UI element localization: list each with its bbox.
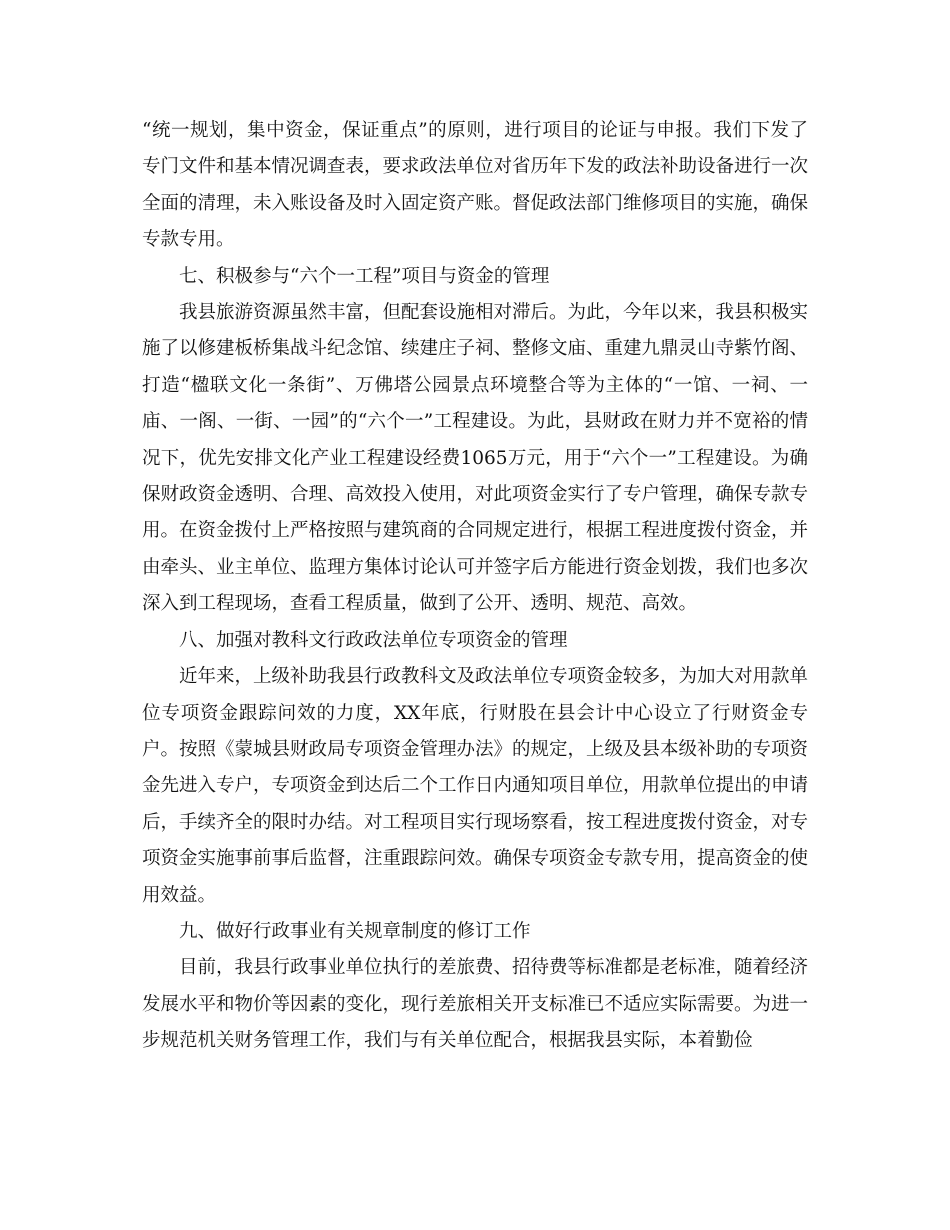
document-body bbox=[142, 113, 808, 1060]
section-heading-9: 九、做好行政事业有关规章制度的修订工作 bbox=[179, 920, 531, 942]
paragraph-continuation: “统一规划，集中资金，保证重点”的原则，进行项目的论证与申报。我们下发了专门文件和基本情况调查表，要求政法单位对省历年下发的政法补助设备进行一次全面的清理，未入账设备及时入固定资产账。督促政法部门维修项目的实施，确保专款专用。 bbox=[142, 120, 809, 251]
paragraph-section-9: 目前，我县行政事业单位执行的差旅费、招待费等标准都是老标准，随着经济发展水平和物价等因素的变化，现行差旅相关开支标准已不适应实际需要。为进一步规范机关财务管理工作，我们与有关单位配合，根据我县实际，本着勤俭 bbox=[142, 957, 809, 1052]
section-heading-8: 八、加强对教科文行政政法单位专项资金的管理 bbox=[179, 629, 568, 651]
section-heading-7: 七、积极参与“六个一工程”项目与资金的管理 bbox=[179, 265, 550, 287]
paragraph-section-8: 近年来，上级补助我县行政教科文及政法单位专项资金较多，为加大对用款单位专项资金跟踪问效的力度，XX年底，行财股在县会计中心设立了行财资金专户。按照《蒙城县财政局专项资金管理办法》的规定，上级及县本级补助的专项资金先进入专户，专项资金到达后二个工作日内通知项目单位，用款单位提出的申请后，手续齐全的限时办结。对工程项目实行现场察看，按工程进度拨付资金，对专项资金实施事前事后监督，注重跟踪问效。确保专项资金专款专用，提高资金的使用效益。 bbox=[142, 666, 809, 906]
paragraph-section-7: 我县旅游资源虽然丰富，但配套设施相对滞后。为此，今年以来，我县积极实施了以修建板桥集战斗纪念馆、续建庄子祠、整修文庙、重建九鼎灵山寺紫竹阁、打造“楹联文化一条街”、万佛塔公园景点环境整合等为主体的“一馆、一祠、一庙、一阁、一街、一园”的“六个一”工程建设。为此，县财政在财力并不宽裕的情况下，优先安排文化产业工程建设经费1065万元，用于“六个一”工程建设。为确保财政资金透明、合理、高效投入使用，对此项资金实行了专户管理，确保专款专用。在资金拨付上严格按照与建筑商的合同规定进行，根据工程进度拨付资金，并由牵头、业主单位、监理方集体讨论认可并签字后方能进行资金划拨，我们也多次深入到工程现场，查看工程质量，做到了公开、透明、规范、高效。 bbox=[142, 302, 809, 615]
